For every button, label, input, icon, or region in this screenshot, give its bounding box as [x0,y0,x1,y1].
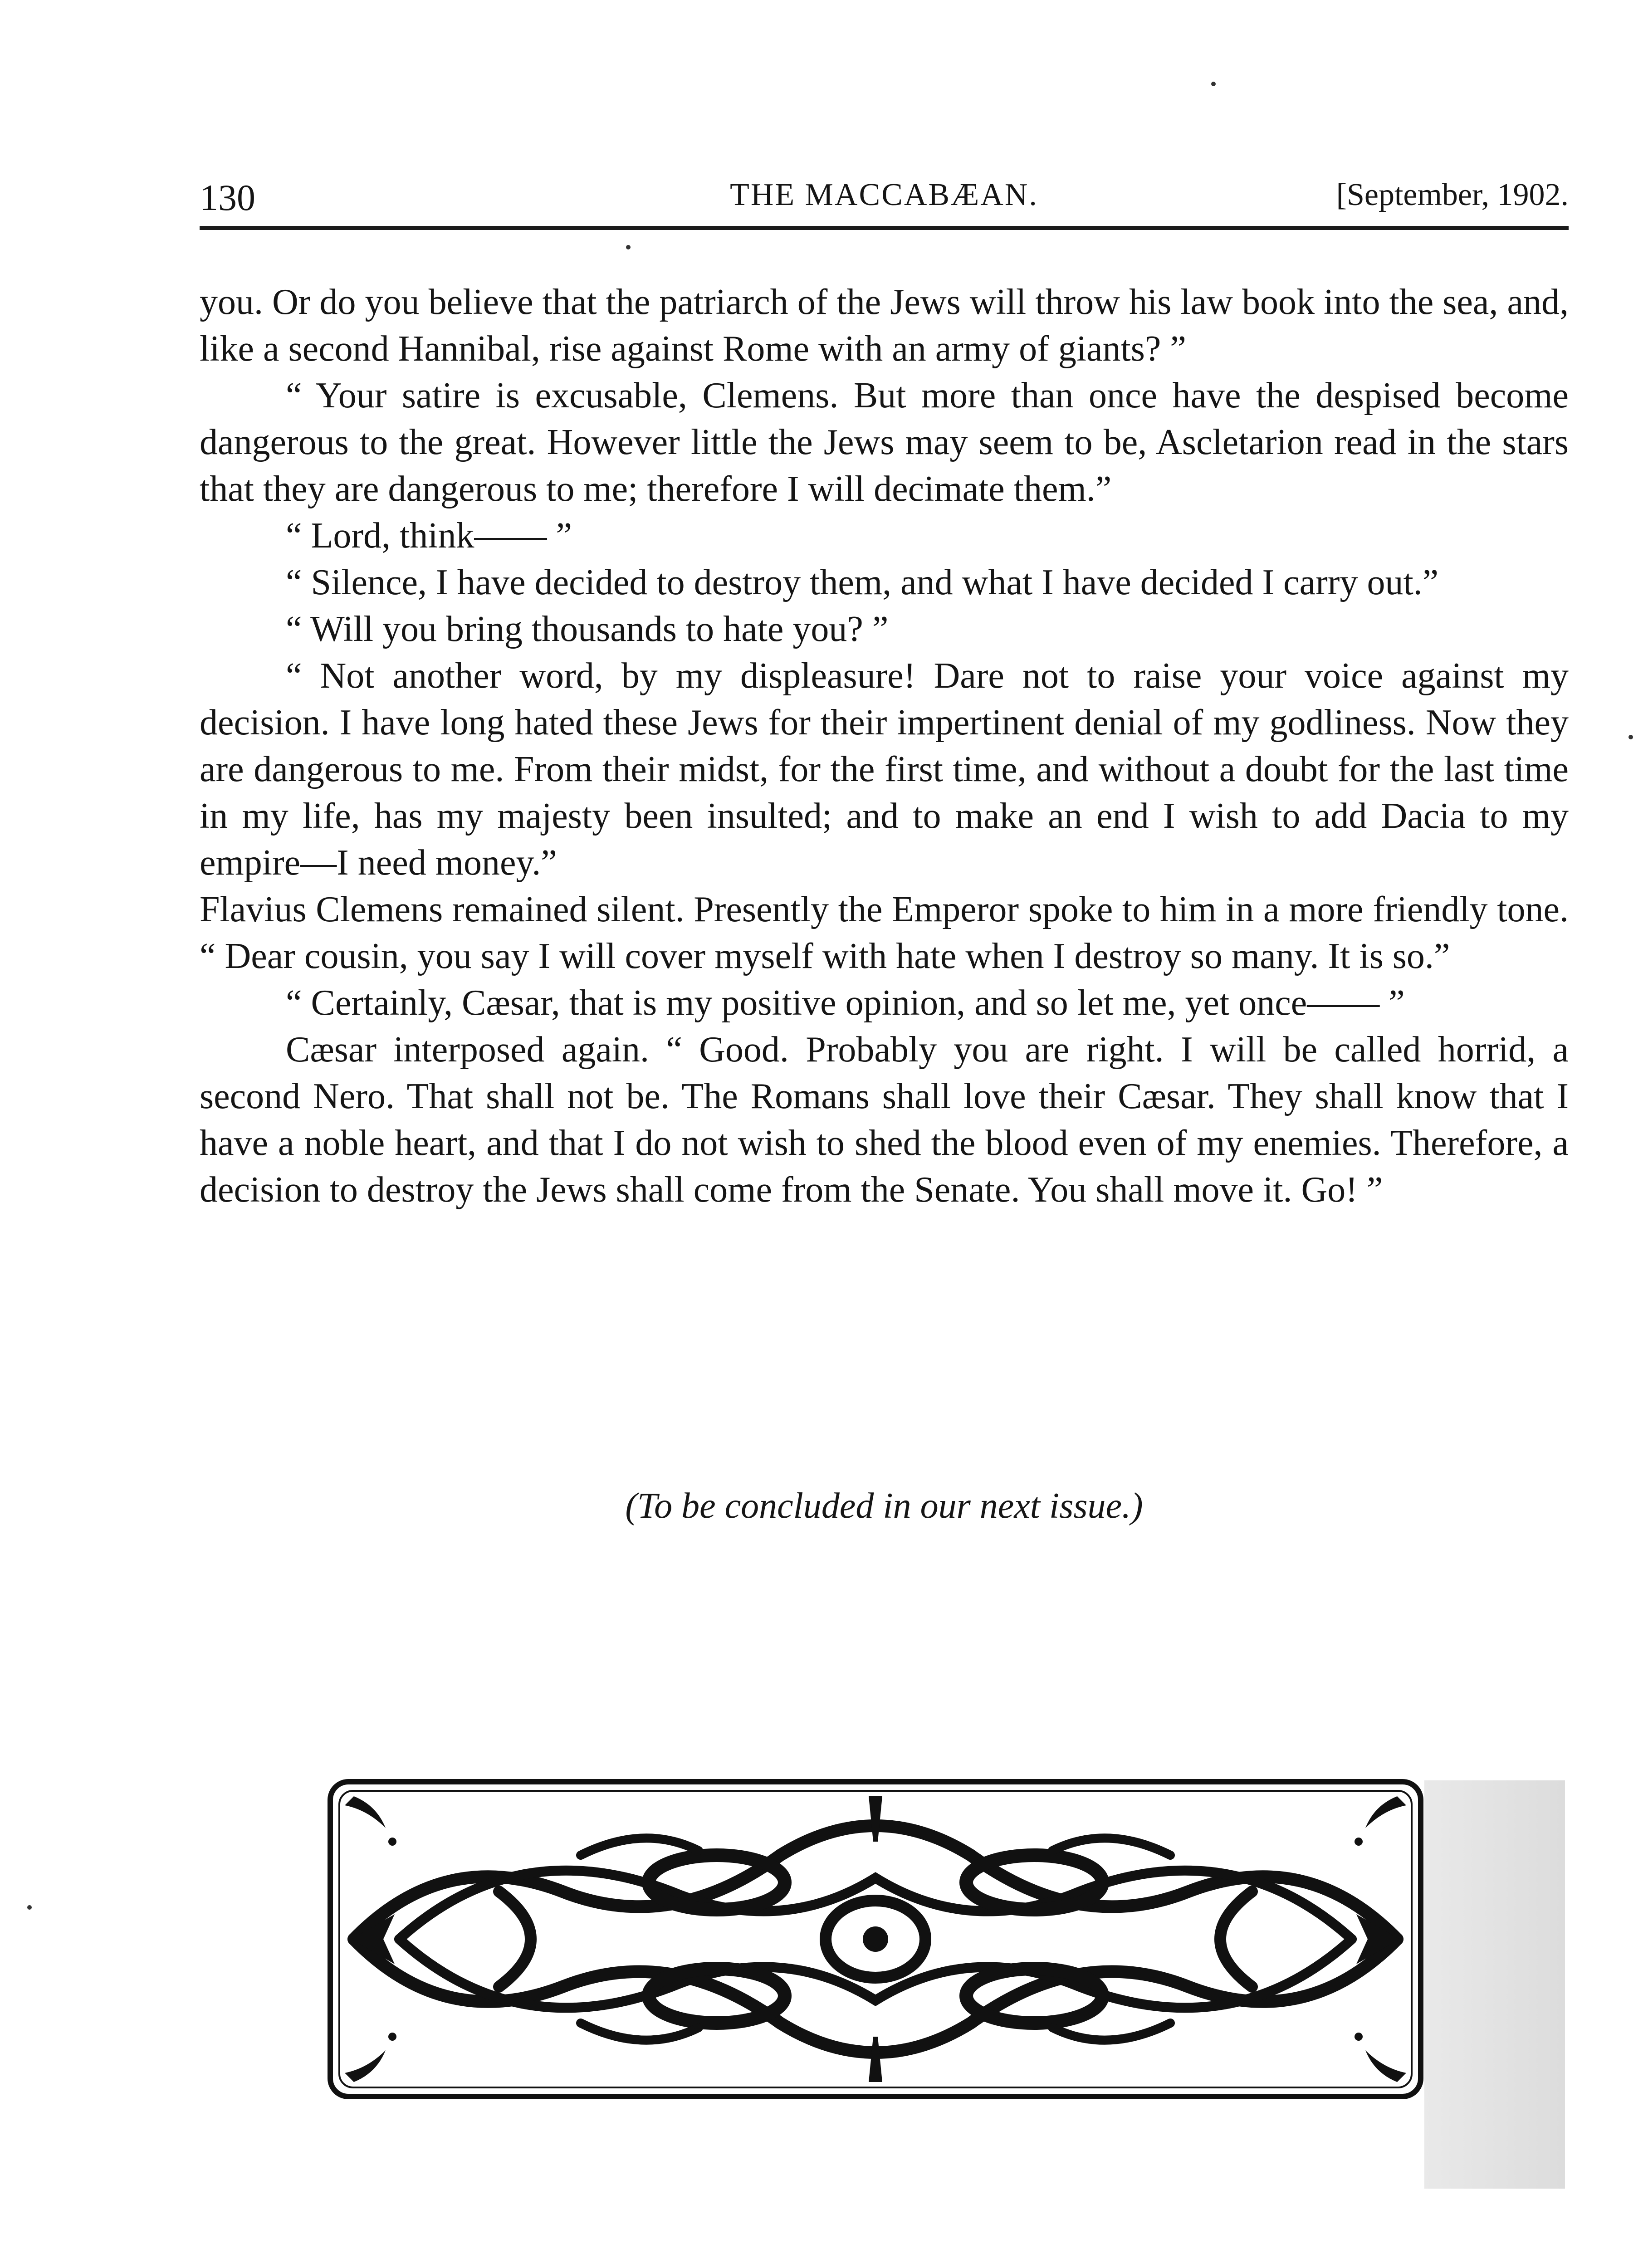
paragraph: “ Certainly, Cæsar, that is my positive opinion, and so let me, yet once—— ” [286,983,1405,1023]
celtic-knot-tailpiece-icon [327,1778,1424,2100]
paragraph: “ Will you bring thousands to hate you? ” [286,609,889,649]
paragraph: you. Or do you believe that the patriarch of the Jews will throw his law book into the sea, and, like a second Hannibal, rise against Rome with an army of giants? ” [200,282,1569,369]
page-number: 130 [200,177,255,218]
scan-shadow [1424,1780,1565,2189]
issue-date: [September, 1902. [1336,177,1569,212]
running-head [200,168,1569,222]
paragraph: “ Lord, think—— ” [286,516,572,556]
article-body [200,279,1569,1213]
paragraph: Flavius Clemens remained silent. Presently the Emperor spoke to him in a more friendly tone. “ Dear cousin, you say I will cover myself with hate when I destroy so many. It is so.” [200,890,1569,976]
paragraph: Cæsar interposed again. “ Good. Probably you are right. I will be called horrid, a second Nero. That shall not be. The Romans shall love their Cæsar. They shall know that I have a noble heart, and that I do not wish to shed the blood even of my enemies. Therefore, a decision to destroy the Jews shall come from the Senate. You shall move it. Go! ” [200,1030,1569,1210]
paragraph: “ Your satire is excusable, Clemens. But more than once have the despised become dangerous to the great. However little the Jews may seem to be, Ascletarion read in the stars that they are dangerous to me; therefore I will decimate them.” [200,376,1569,509]
scan-speck [626,245,631,249]
paragraph: “ Silence, I have decided to destroy them, and what I have decided I carry out.” [286,562,1439,602]
continuation-note: (To be concluded in our next issue.) [625,1486,1143,1526]
header-rule [200,226,1569,230]
scan-speck [27,1905,32,1910]
scan-speck [1211,82,1216,86]
scan-speck [1628,735,1633,739]
journal-title: THE MACCABÆAN. [730,177,1038,212]
paragraph: “ Not another word, by my displeasure! Dare not to raise your voice against my decision. I have long hated these Jews for their impertinent denial of my godliness. Now they are dangerous to me. From their midst, for the first time, and without a doubt for the last time in my life, has my majesty been insulted; and to make an end I wish to add Dacia to my empire—I need money.” [200,656,1569,883]
